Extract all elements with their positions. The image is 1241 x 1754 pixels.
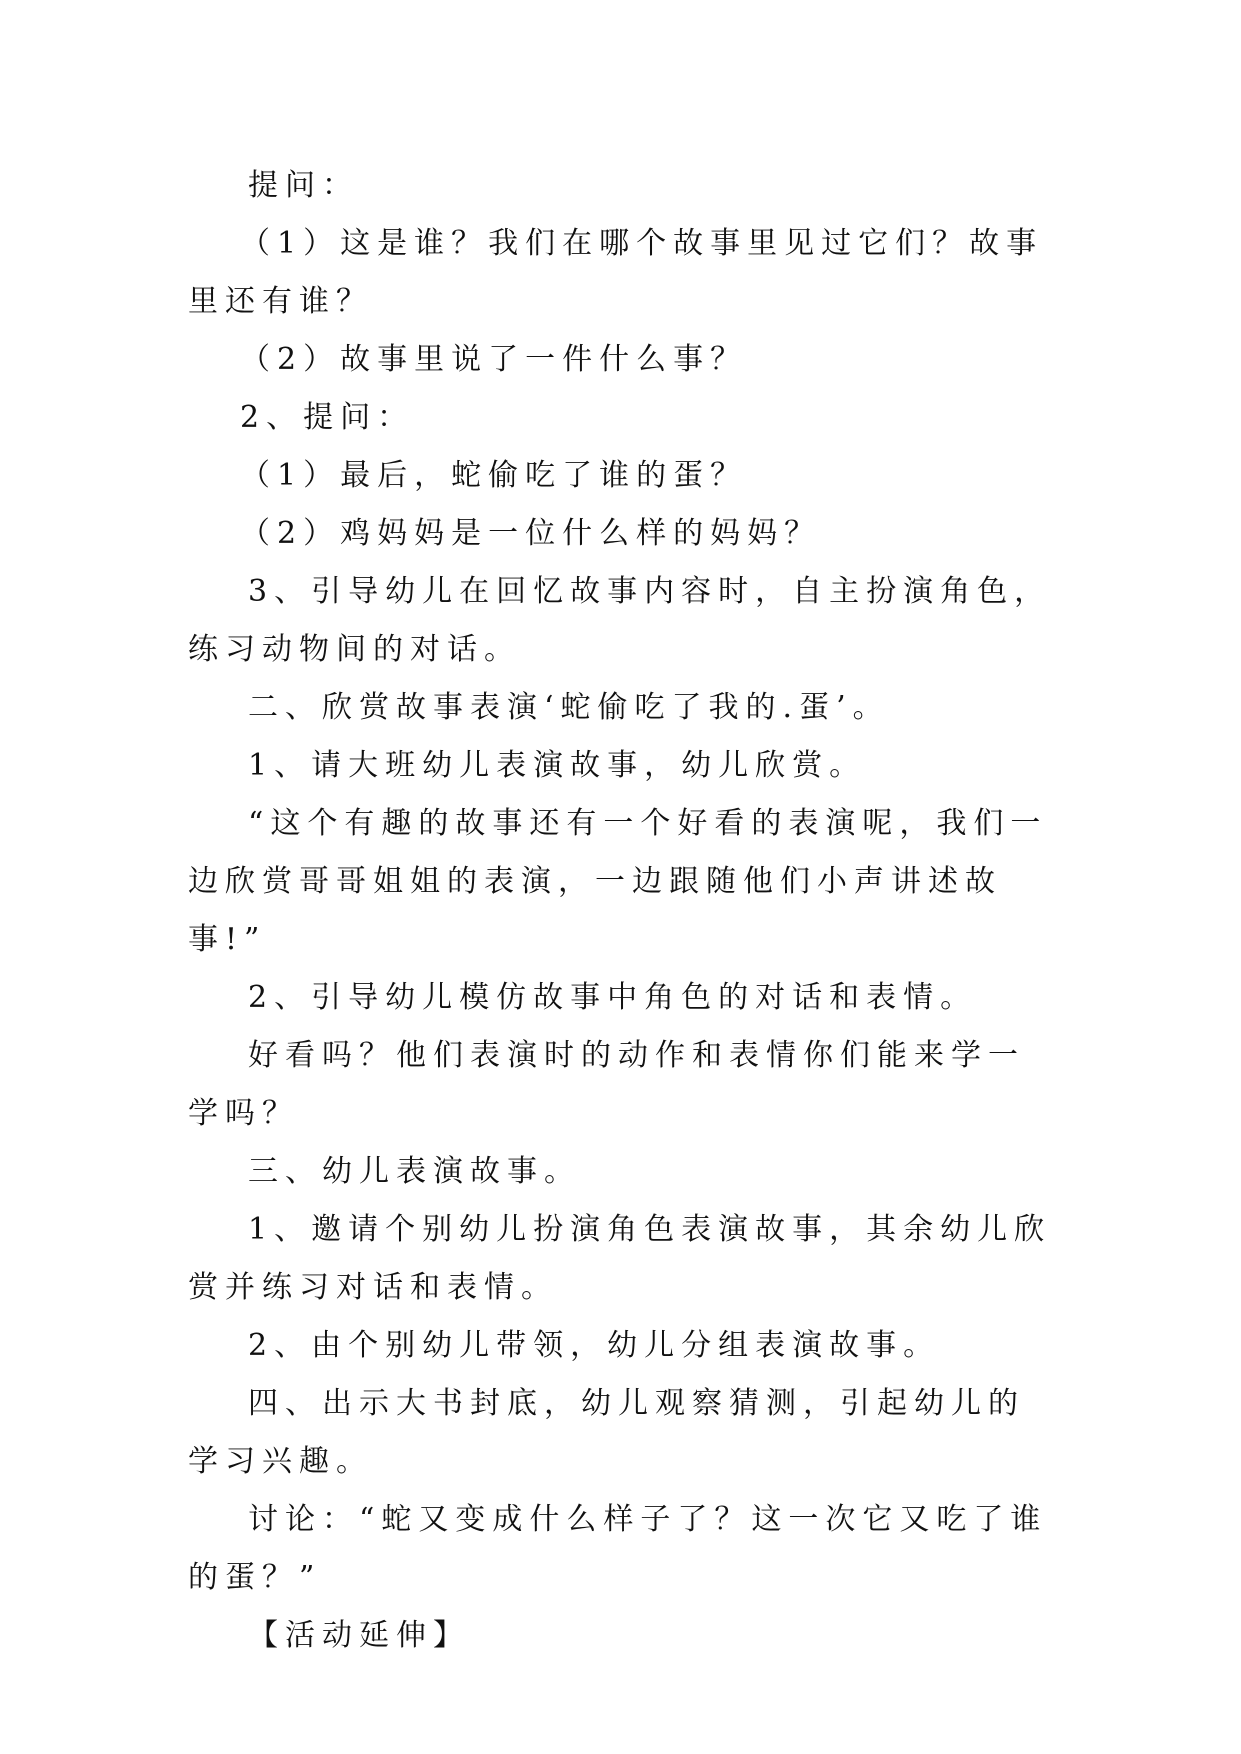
paragraph-step-2-question-1: （1）最后，蛇偷吃了谁的蛋？ <box>240 458 748 493</box>
paragraph-section-2-step-1: 1、请大班幼儿表演故事，幼儿欣赏。 <box>248 748 867 783</box>
paragraph-step-3: 3、引导幼儿在回忆故事内容时，自主扮演角色，练习动物间的对话。 <box>188 574 1052 667</box>
paragraph-question-2: （2）故事里说了一件什么事？ <box>240 342 748 377</box>
paragraph-discussion: 讨论：“蛇又变成什么样子了？这一次它又吃了谁的蛋？” <box>188 1502 1048 1595</box>
paragraph-activity-extension-heading: 【活动延伸】 <box>248 1618 470 1653</box>
paragraph-step-2-question-2: （2）鸡妈妈是一位什么样的妈妈？ <box>240 516 822 551</box>
paragraph-section-3-heading: 三、幼儿表演故事。 <box>248 1154 581 1189</box>
paragraph-section-2-heading: 二、欣赏故事表演‘蛇偷吃了我的.蛋’。 <box>248 690 890 725</box>
paragraph-section-2-quote: “这个有趣的故事还有一个好看的表演呢，我们一边欣赏哥哥姐姐的表演，一边跟随他们小声讲述故事!” <box>188 806 1048 957</box>
paragraph-section-3-step-2: 2、由个别幼儿带领，幼儿分组表演故事。 <box>248 1328 941 1363</box>
paragraph-step-2-heading: 2、提问： <box>240 400 415 435</box>
paragraph-section-2-question: 好看吗？他们表演时的动作和表情你们能来学一学吗？ <box>188 1038 1025 1131</box>
paragraph-section-3-step-1: 1、邀请个别幼儿扮演角色表演故事，其余幼儿欣赏并练习对话和表情。 <box>188 1212 1052 1305</box>
paragraph-section-4-heading: 四、出示大书封底，幼儿观察猜测，引起幼儿的学习兴趣。 <box>188 1386 1025 1479</box>
paragraph-section-2-step-2: 2、引导幼儿模仿故事中角色的对话和表情。 <box>248 980 978 1015</box>
document-body <box>188 157 1058 1665</box>
paragraph-question-heading: 提问： <box>248 168 359 203</box>
paragraph-question-1: （1）这是谁？我们在哪个故事里见过它们？故事里还有谁？ <box>188 226 1044 319</box>
